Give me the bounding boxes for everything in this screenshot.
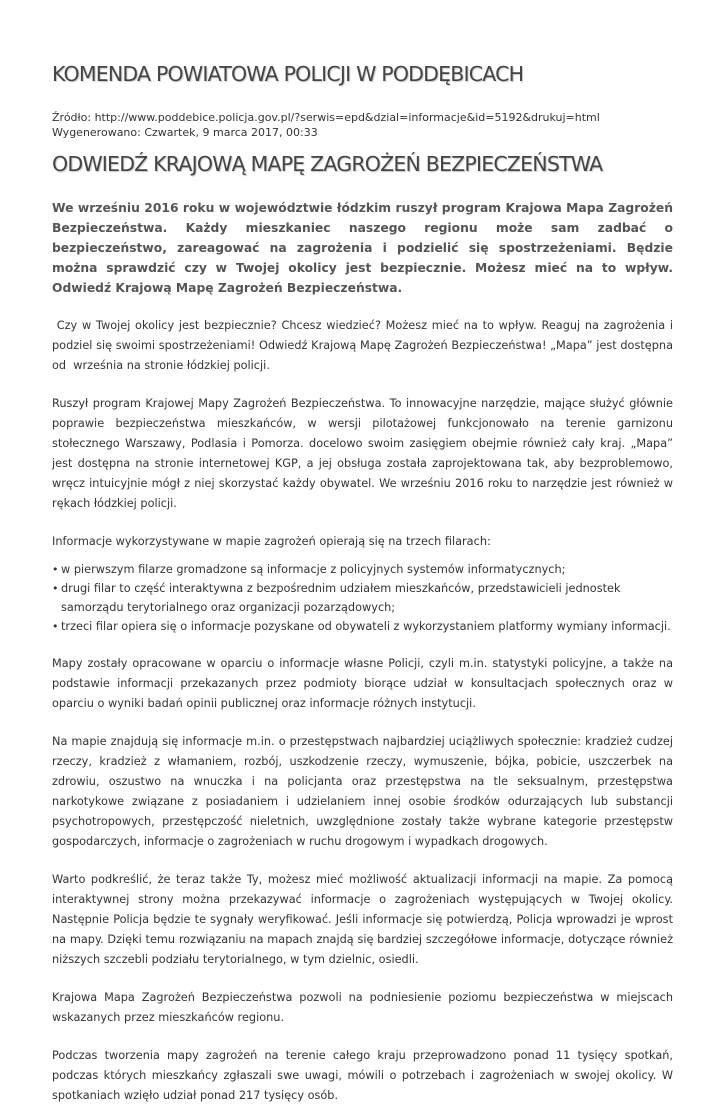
article-title: ODWIEDŹ KRAJOWĄ MAPĘ ZAGROŻEŃ BEZPIECZEŃSTWA [52,152,603,176]
paragraph-5: Na mapie znajdują się informacje m.in. o przestępstwach najbardziej uciążliwych społecznie: kradzież cudzej rzeczy, kradzież z włamaniem, rozbój, uszkodzenie rzeczy, wymuszenie, bójka, pobicie, uszczerbek na zdrowiu, oszustwo na wnuczka i na policjanta oraz przestępstwa na tle seksualnym, przestępstwa narkotykowe związane z posiadaniem i udzielaniem innej osobie środków odurzających lub substancji psychotropowych, przestępczość nieletnich, uwzględnione zostały także wybrane kategorie przestępstw gospodarczych, informacje o zagrożeniach w ruchu drogowym i wypadkach drogowych. [52,735,673,848]
paragraph-8: Podczas tworzenia mapy zagrożeń na terenie całego kraju przeprowadzono ponad 11 tysięcy spotkań, podczas których mieszkańcy zgłaszali swe uwagi, mówili o potrzebach i zagrożeniach w swojej okolicy. W spotkaniach wzięło udział ponad 217 tysięcy osób. [52,1049,673,1102]
document-page [52,62,677,1106]
list-item [52,617,673,636]
article-lead: We wrześniu 2016 roku w województwie łódzkim ruszył program Krajowa Mapa Zagrożeń Bezpieczeństwa. Każdy mieszkaniec naszego regionu może sam zadbać o bezpieczeństwo, zareagować na zagrożenia i podzielić się spostrzeżeniami. Będzie można sprawdzić czy w Twojej okolicy jest bezpiecznie. Możesz mieć na to wpływ. Odwiedź Krajową Mapę Zagrożeń Bezpieczeństwa. [52,201,673,295]
paragraph-3: Informacje wykorzystywane w mapie zagrożeń opierają się na trzech filarach: [52,535,491,548]
list-item [52,560,673,579]
list-item [52,579,673,617]
paragraph-4: Mapy zostały opracowane w oparciu o informacje własne Policji, czyli m.in. statystyki policyjne, a także na podstawie informacji przekazanych przez podmioty biorące udział w konsultacjach społecznych oraz w oparciu o wyniki badań opinii publicznej oraz informacje różnych instytucji. [52,657,673,710]
pillars-list [52,560,673,636]
generated-date-line: Wygenerowano: Czwartek, 9 marca 2017, 00:33 [52,126,318,139]
bullet-icon: • [52,563,59,576]
paragraph-6: Warto podkreślić, że teraz także Ty, możesz mieć możliwość aktualizacji informacji na mapie. Za pomocą interaktywnej strony można przekazywać informacje o zagrożeniach występujących w Twojej okolicy. Następnie Policja będzie te sygnały weryfikować. Jeśli informacje się potwierdzą, Policja wprowadzi je wprost na mapy. Dzięki temu rozwiązaniu na mapach znajdą się bardziej szczegółowe informacje, dotyczące również niższych szczebli podziału terytorialnego, w tym dzielnic, osiedli. [52,873,673,966]
bullet-icon: • [52,620,59,633]
list-item-text: trzeci filar opiera się o informacje pozyskane od obywateli z wykorzystaniem platformy wymiany informacji. [61,620,671,633]
paragraph-1: Czy w Twojej okolicy jest bezpiecznie? Chcesz wiedzieć? Możesz mieć na to wpływ. Reaguj na zagrożenia i podziel się swoimi spostrzeżeniami! Odwiedź Krajową Mapę Zagrożeń Bezpieczeństwa! „Mapa” jest dostępna od września na stronie łódzkiej policji. [52,319,677,372]
source-url-line: Źródło: http://www.poddebice.policja.gov.pl/?serwis=epd&dzial=informacje&id=5192&drukuj=html [52,111,600,124]
organization-title: KOMENDA POWIATOWA POLICJI W PODDĘBICACH [52,62,524,86]
list-item-text: drugi filar to część interaktywna z bezpośrednim udziałem mieszkańców, przedstawicieli jednostek samorządu terytorialnego oraz organizacji pozarządowych; [61,582,621,614]
print-metadata [52,110,673,140]
list-item-text: w pierwszym filarze gromadzone są informacje z policyjnych systemów informatycznych; [61,563,566,576]
paragraph-7: Krajowa Mapa Zagrożeń Bezpieczeństwa pozwoli na podniesienie poziomu bezpieczeństwa w miejscach wskazanych przez mieszkańców regionu. [52,991,673,1024]
bullet-icon: • [52,582,59,595]
paragraph-2: Ruszył program Krajowej Mapy Zagrożeń Bezpieczeństwa. To innowacyjne narzędzie, mające służyć głównie poprawie bezpieczeństwa mieszkańców, w wersji pilotażowej funkcjonowało na terenie garnizonu stołecznego Warszawy, Podlasia i Pomorza. docelowo swoim zasięgiem obejmie również cały kraj. „Mapa” jest dostępna na stronie internetowej KGP, a jej obsługa została zaprojektowana tak, aby bezproblemowo, wręcz intuicyjnie mógł z niej skorzystać każdy obywatel. We wrześniu 2016 roku to narzędzie jest również w rękach łódzkiej policji. [52,397,673,510]
